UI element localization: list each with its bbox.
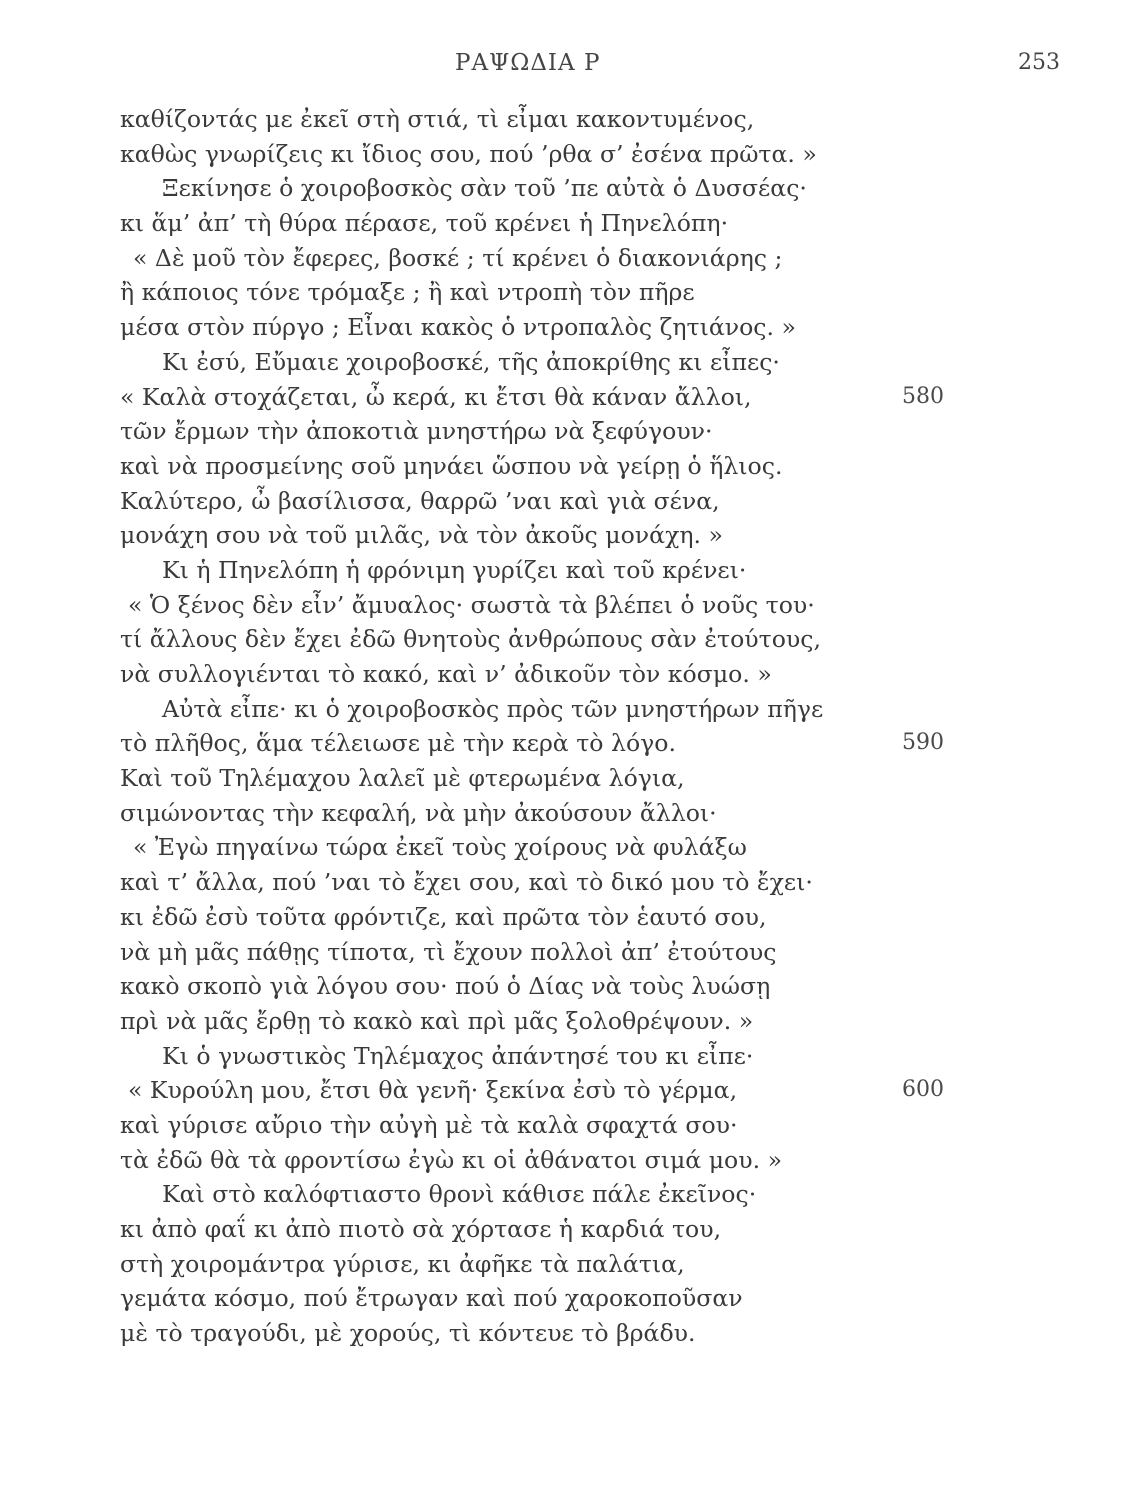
verse-line: [0, 796, 1129, 831]
verse-text: Κι ἐσύ, Εὔμαιε χοιροβοσκέ, τῆς ἀποκρίθης κι εἶπες·: [162, 347, 780, 376]
line-number: 580: [902, 383, 944, 409]
verse-text: τῶν ἔρμων τὴν ἀποκοτιὰ μνηστήρω νὰ ξεφύγουν·: [120, 417, 713, 446]
verse-text: « Καλὰ στοχάζεται, ὦ κερά, κι ἔτσι θὰ κάναν ἄλλοι,: [120, 382, 752, 411]
verse-text: τὸ πλῆθος, ἅμα τέλειωσε μὲ τὴν κερὰ τὸ λόγο.: [120, 729, 676, 758]
verse-text: νὰ μὴ μᾶς πάθῃς τίποτα, τὶ ἔχουν πολλοὶ ἀπ’ ἐτούτους: [120, 937, 777, 966]
running-head: [0, 50, 1129, 80]
verse-line: [0, 1004, 1129, 1039]
verse-text: κι ἐδῶ ἐσὺ τοῦτα φρόντιζε, καὶ πρῶτα τὸν ἑαυτό σου,: [120, 902, 767, 931]
verse-line: [0, 726, 1129, 761]
verse-text: καὶ τ’ ἄλλα, πού ’ναι τὸ ἔχει σου, καὶ τὸ δικό μου τὸ ἔχει·: [120, 868, 813, 897]
verse-text: πρὶ νὰ μᾶς ἔρθῃ τὸ κακὸ καὶ πρὶ μᾶς ξολοθρέψουν. »: [120, 1006, 754, 1035]
verse-text: τὰ ἐδῶ θὰ τὰ φροντίσω ἐγὼ κι οἱ ἀθάνατοι σιμά μου. »: [120, 1145, 783, 1174]
verse-text: τί ἄλλους δὲν ἔχει ἐδῶ θνητοὺς ἀνθρώπους σὰν ἐτούτους,: [120, 625, 821, 654]
verse-line: [0, 484, 1129, 519]
verse-text: « Ὁ ξένος δὲν εἶν’ ἄμυαλος· σωστὰ τὰ βλέπει ὁ νοῦς του·: [128, 590, 815, 619]
verse-line: [0, 1143, 1129, 1178]
verse-line: [0, 1316, 1129, 1351]
verse-text: « Κυρούλη μου, ἔτσι θὰ γενῆ· ξεκίνα ἐσὺ τὸ γέρμα,: [128, 1076, 738, 1105]
verse-line: [0, 830, 1129, 865]
verse-text: Ξεκίνησε ὁ χοιροβοσκὸς σὰν τοῦ ’πε αὐτὰ ὁ Δυσσέας·: [162, 174, 807, 203]
verse-text: καθίζοντάς με ἐκεῖ στὴ στιά, τὶ εἶμαι κακοντυμένος,: [120, 105, 755, 133]
verse-line: [0, 171, 1129, 206]
verse-line: [0, 345, 1129, 380]
poem-text: [0, 102, 1129, 1351]
verse-line: [0, 518, 1129, 553]
verse-text: Καὶ τοῦ Τηλέμαχου λαλεῖ μὲ φτερωμένα λόγια,: [120, 764, 685, 793]
verse-text: Αὐτὰ εἶπε· κι ὁ χοιροβοσκὸς πρὸς τῶν μνηστήρων πῆγε: [162, 694, 824, 723]
verse-line: [0, 969, 1129, 1004]
verse-line: [0, 1108, 1129, 1143]
verse-line: [0, 900, 1129, 935]
verse-line: [0, 1177, 1129, 1212]
verse-line: [0, 865, 1129, 900]
verse-text: Καλύτερο, ὦ βασίλισσα, θαρρῶ ’ναι καὶ γιὰ σένα,: [120, 486, 720, 515]
verse-text: καθὼς γνωρίζεις κι ἴδιος σου, πού ’ρθα σ’ ἐσένα πρῶτα. »: [120, 139, 817, 168]
verse-line: [0, 380, 1129, 415]
verse-text: κι ἅμ’ ἀπ’ τὴ θύρα πέρασε, τοῦ κρένει ἡ Πηνελόπη·: [120, 209, 729, 238]
verse-line: [0, 692, 1129, 727]
verse-line: [0, 102, 1129, 137]
verse-text: κακὸ σκοπὸ γιὰ λόγου σου· πού ὁ Δίας νὰ τοὺς λυώσῃ: [120, 972, 771, 1001]
verse-line: [0, 935, 1129, 970]
verse-line: [0, 275, 1129, 310]
verse-text: « Δὲ μοῦ τὸν ἔφερες, βοσκέ ; τί κρένει ὁ διακονιάρης ;: [133, 243, 783, 272]
verse-text: στὴ χοιρομάντρα γύρισε, κι ἀφῆκε τὰ παλάτια,: [120, 1249, 685, 1278]
verse-text: γεμάτα κόσμο, πού ἔτρωγαν καὶ πού χαροκοποῦσαν: [120, 1284, 743, 1313]
verse-line: [0, 588, 1129, 623]
verse-line: [0, 137, 1129, 172]
line-number: 590: [902, 730, 944, 756]
verse-line: [0, 206, 1129, 241]
verse-line: [0, 657, 1129, 692]
verse-line: [0, 622, 1129, 657]
running-title: ΡΑΨΩΔΙΑ Ρ: [455, 50, 601, 76]
verse-text: Καὶ στὸ καλόφτιαστο θρονὶ κάθισε πάλε ἐκεῖνος·: [162, 1180, 757, 1209]
verse-line: [0, 1073, 1129, 1108]
verse-text: κι ἀπὸ φαΐ κι ἀπὸ πιοτὸ σὰ χόρτασε ἡ καρδιά του,: [120, 1215, 722, 1243]
verse-text: « Ἐγὼ πηγαίνω τώρα ἐκεῖ τοὺς χοίρους νὰ φυλάξω: [133, 833, 747, 862]
verse-text: μονάχη σου νὰ τοῦ μιλᾶς, νὰ τὸν ἀκοῦς μονάχη. »: [120, 521, 723, 550]
verse-line: [0, 414, 1129, 449]
verse-text: Κι ὁ γνωστικὸς Τηλέμαχος ἀπάντησέ του κι εἶπε·: [162, 1041, 754, 1070]
verse-text: ἢ κάποιος τόνε τρόμαξε ; ἢ καὶ ντροπὴ τὸν πῆρε: [120, 278, 695, 307]
verse-line: [0, 553, 1129, 588]
verse-text: Κι ἡ Πηνελόπη ἡ φρόνιμη γυρίζει καὶ τοῦ κρένει·: [162, 555, 747, 584]
verse-line: [0, 761, 1129, 796]
verse-text: νὰ συλλογιένται τὸ κακό, καὶ ν’ ἀδικοῦν τὸν κόσμο. »: [120, 660, 772, 688]
verse-text: καὶ γύρισε αὔριο τὴν αὐγὴ μὲ τὰ καλὰ σφαχτά σου·: [120, 1110, 738, 1139]
verse-text: μέσα στὸν πύργο ; Εἶναι κακὸς ὁ ντροπαλὸς ζητιάνος. »: [120, 313, 796, 342]
verse-line: [0, 1212, 1129, 1247]
page-number: 253: [1018, 50, 1060, 75]
verse-line: [0, 1039, 1129, 1074]
verse-line: [0, 241, 1129, 276]
verse-line: [0, 1247, 1129, 1282]
verse-text: σιμώνοντας τὴν κεφαλή, νὰ μὴν ἀκούσουν ἄλλοι·: [120, 798, 717, 827]
verse-line: [0, 1281, 1129, 1316]
verse-line: [0, 310, 1129, 345]
verse-text: καὶ νὰ προσμείνης σοῦ μηνάει ὥσπου νὰ γείρῃ ὁ ἥλιος.: [120, 451, 783, 480]
verse-line: [0, 449, 1129, 484]
verse-text: μὲ τὸ τραγούδι, μὲ χορούς, τὶ κόντευε τὸ βράδυ.: [120, 1319, 696, 1348]
line-number: 600: [902, 1077, 944, 1103]
